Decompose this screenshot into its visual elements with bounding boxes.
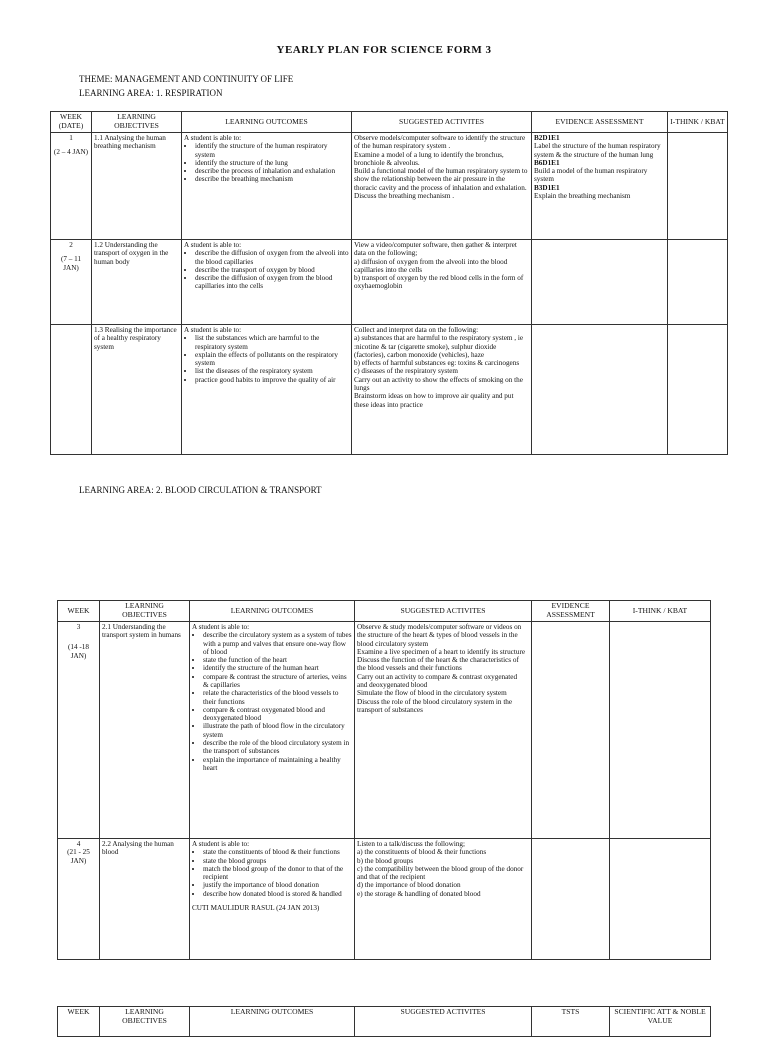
activity-line: Simulate the flow of blood in the circulatory system (357, 689, 507, 698)
outcomes-cell (190, 839, 355, 960)
list-item: • state the function of the heart (203, 656, 352, 664)
activity-line: Collect and interpret data on the following: (354, 326, 479, 334)
activity-line: Carry out an activity to compare & contrast oxygenated and deoxygenated blood (357, 672, 518, 689)
list-item: • describe how donated blood is stored & handled (203, 890, 352, 898)
week-cell (51, 240, 92, 325)
header-week: WEEK (DATE) (51, 112, 92, 133)
activity-line: Discuss the role of the blood circulatory system in the transport of substances (357, 697, 513, 714)
evidence-code: B6D1E1 (534, 158, 560, 167)
outcomes-cell (182, 325, 352, 455)
list-item: • compare & contrast oxygenated blood and deoxygenated blood (203, 706, 352, 723)
activities-cell (352, 325, 532, 455)
evidence-cell (532, 622, 610, 839)
header-activities: SUGGESTED ACTIVITES (355, 601, 532, 622)
evidence-code: B3D1E1 (534, 183, 560, 192)
week-cell (51, 133, 92, 240)
list-item: • describe the process of inhalation and exhalation (195, 167, 349, 175)
table-row (58, 622, 711, 839)
evidence-cell (532, 325, 668, 455)
activity-line: a) diffusion of oxygen from the alveoli into the blood capillaries into the cells (354, 257, 508, 274)
activity-line: Listen to a talk/discuss the following; (357, 840, 465, 848)
week-number: 3 (76, 623, 81, 631)
objective-cell: 1.3 Realising the importance of a healthy respiratory system (92, 325, 182, 455)
list-item: • state the blood groups (203, 857, 352, 865)
week-cell (58, 839, 100, 960)
activity-line: b) effects of harmful substances eg: toxins & carcinogens (354, 359, 520, 368)
list-item: • describe the diffusion of oxygen from the alveoli into the blood capillaries (195, 249, 349, 266)
activity-line: Brainstorm ideas on how to improve air quality and put these ideas into practice (354, 392, 514, 409)
activity-line: Build a functional model of the human respiratory system to show the relationship between the air pressure in the thoracic cavity and the process of inhalation and exhalation. (354, 167, 528, 192)
week-cell (51, 325, 92, 455)
kbat-cell (610, 622, 711, 839)
objective-cell: 2.1 Understanding the transport system in humans (100, 622, 190, 839)
activity-line: a) the constituents of blood & their functions (357, 848, 487, 857)
header-objectives: LEARNING OBJECTIVES (100, 601, 190, 622)
header-activities: SUGGESTED ACTIVITES (355, 1007, 532, 1037)
activity-line: Observe & study models/computer software or videos on the structure of the heart & types of blood vessels in the blood circulatory system (357, 623, 522, 648)
activity-line: Examine a model of a lung to identify the bronchus, bronchiole & alveolus. (354, 150, 504, 167)
activity-line: b) transport of oxygen by the red blood cells in the form of oxyhaemoglobin (354, 274, 524, 291)
activity-line: d) the importance of blood donation (357, 881, 461, 890)
table-header-row (58, 1007, 711, 1037)
evidence-text: Explain the breathing mechanism (534, 191, 631, 200)
theme-line: THEME: MANAGEMENT AND CONTINUITY OF LIFE (79, 74, 294, 84)
activity-line: a) substances that are harmful to the respiratory system , ie :nicotine & tar (cigarette smoke), sulphur dioxide (factories), carbon monoxide (vehicles), haze (354, 334, 524, 359)
week-date: (21 - 25 JAN) (67, 848, 90, 865)
activity-line: c) diseases of the respiratory system (354, 367, 458, 376)
kbat-cell (668, 240, 728, 325)
list-item: • identify the structure of the lung (195, 159, 349, 167)
list-item: • match the blood group of the donor to that of the recipient (203, 865, 352, 882)
outcomes-cell (190, 622, 355, 839)
evidence-text: Label the structure of the human respiratory system & the structure of the human lung (534, 142, 661, 159)
evidence-text: Build a model of the human respiratory system (534, 167, 648, 184)
table-row (58, 839, 711, 960)
activity-line: e) the storage & handling of donated blood (357, 889, 481, 898)
list-item: • practice good habits to improve the quality of air (195, 376, 349, 384)
header-activities: SUGGESTED ACTIVITES (352, 112, 532, 133)
outcomes-intro: A student is able to: (192, 623, 250, 631)
outcomes-cell (182, 240, 352, 325)
header-kbat: I-THINK / KBAT (610, 601, 711, 622)
list-item: • explain the effects of pollutants on the respiratory system (195, 351, 349, 368)
table-header-row (58, 601, 711, 622)
document-title: YEARLY PLAN FOR SCIENCE FORM 3 (276, 44, 492, 56)
kbat-cell (610, 839, 711, 960)
header-evidence: EVIDENCE ASSESSMENT (532, 112, 668, 133)
week-number: 1 (69, 134, 73, 142)
outcomes-cell (182, 133, 352, 240)
list-item: • identify the structure of the human heart (203, 664, 352, 672)
evidence-cell (532, 133, 668, 240)
activity-line: Discuss the function of the heart & the characteristics of the blood vessels and their functions (357, 656, 519, 673)
list-item: • describe the role of the blood circulatory system in the transport of substances (203, 739, 352, 756)
header-week: WEEK (58, 601, 100, 622)
activity-line: Examine a live specimen of a heart to identify its structure (357, 647, 526, 656)
activity-line: View a video/computer software, then gather & interpret data on the following; (354, 241, 517, 258)
week-date: (2 – 4 JAN) (53, 148, 89, 157)
next-plan-table-header (57, 1006, 711, 1037)
activity-line: b) the blood groups (357, 856, 414, 865)
evidence-code: B2D1E1 (534, 134, 560, 142)
activity-line: Observe models/computer software to identify the structure of the human respiratory system . (354, 134, 526, 151)
header-scientific-attitudes: SCIENTIFIC ATT & NOBLE VALUE (610, 1007, 711, 1037)
kbat-cell (668, 325, 728, 455)
week-number: 2 (69, 241, 73, 249)
activity-line: Discuss the breathing mechanism . (354, 191, 455, 200)
list-item: • justify the importance of blood donation (203, 881, 352, 889)
list-item: • explain the importance of maintaining a healthy heart (203, 756, 352, 773)
header-objectives: LEARNING OBJECTIVES (92, 112, 182, 133)
holiday-note: CUTI MAULIDUR RASUL (24 JAN 2013) (192, 903, 320, 912)
activity-line: c) the compatibility between the blood group of the donor and that of the recipient (357, 864, 524, 882)
header-objectives: LEARNING OBJECTIVES (100, 1007, 190, 1037)
list-item: • identify the structure of the human respiratory system (195, 142, 349, 159)
list-item: • describe the diffusion of oxygen from the blood capillaries into the cells (195, 274, 349, 291)
list-item: • illustrate the path of blood flow in the circulatory system (203, 722, 352, 739)
activities-cell (355, 622, 532, 839)
list-item: • describe the transport of oxygen by blood (195, 266, 349, 274)
list-item: • list the substances which are harmful to the respiratory system (195, 334, 349, 351)
objective-cell: 1.1 Analysing the human breathing mechanism (92, 133, 182, 240)
outcomes-intro: A student is able to: (184, 241, 242, 249)
blood-circulation-plan-table (57, 600, 711, 960)
header-outcomes: LEARNING OUTCOMES (190, 601, 355, 622)
list-item: • list the diseases of the respiratory system (195, 367, 349, 375)
header-tsts: TSTS (532, 1007, 610, 1037)
header-kbat: I-THINK / KBAT (668, 112, 728, 133)
table-row (51, 325, 728, 455)
list-item: • describe the breathing mechanism (195, 175, 349, 183)
activities-cell (352, 133, 532, 240)
learning-area-2: LEARNING AREA: 2. BLOOD CIRCULATION & TRANSPORT (79, 485, 322, 495)
table-row (51, 133, 728, 240)
learning-area-1: LEARNING AREA: 1. RESPIRATION (79, 88, 223, 98)
activities-cell (355, 839, 532, 960)
header-outcomes: LEARNING OUTCOMES (182, 112, 352, 133)
header-outcomes: LEARNING OUTCOMES (190, 1007, 355, 1037)
activities-cell (352, 240, 532, 325)
respiration-plan-table (50, 111, 728, 455)
outcomes-intro: A student is able to: (192, 840, 250, 848)
week-number: 4 (76, 840, 81, 848)
outcomes-intro: A student is able to: (184, 326, 242, 334)
outcomes-intro: A student is able to: (184, 134, 242, 142)
table-row (51, 240, 728, 325)
evidence-cell (532, 839, 610, 960)
objective-cell: 2.2 Analysing the human blood (100, 839, 190, 960)
list-item: • compare & contrast the structure of arteries, veins & capillaries (203, 673, 352, 690)
list-item: • state the constituents of blood & their functions (203, 848, 352, 856)
week-cell (58, 622, 100, 839)
header-evidence: EVIDENCE ASSESSMENT (532, 601, 610, 622)
list-item: • describe the circulatory system as a system of tubes with a pump and valves that ensure one-way flow of blood (203, 631, 352, 656)
table-header-row (51, 112, 728, 133)
activity-line: Carry out an activity to show the effects of smoking on the lungs (354, 375, 523, 392)
week-date: (14 -18 JAN) (68, 643, 89, 660)
list-item: • relate the characteristics of the blood vessels to their functions (203, 689, 352, 706)
evidence-cell (532, 240, 668, 325)
kbat-cell (668, 133, 728, 240)
objective-cell: 1.2 Understanding the transport of oxygen in the human body (92, 240, 182, 325)
week-date: (7 – 11 JAN) (60, 255, 82, 272)
header-week: WEEK (58, 1007, 100, 1037)
